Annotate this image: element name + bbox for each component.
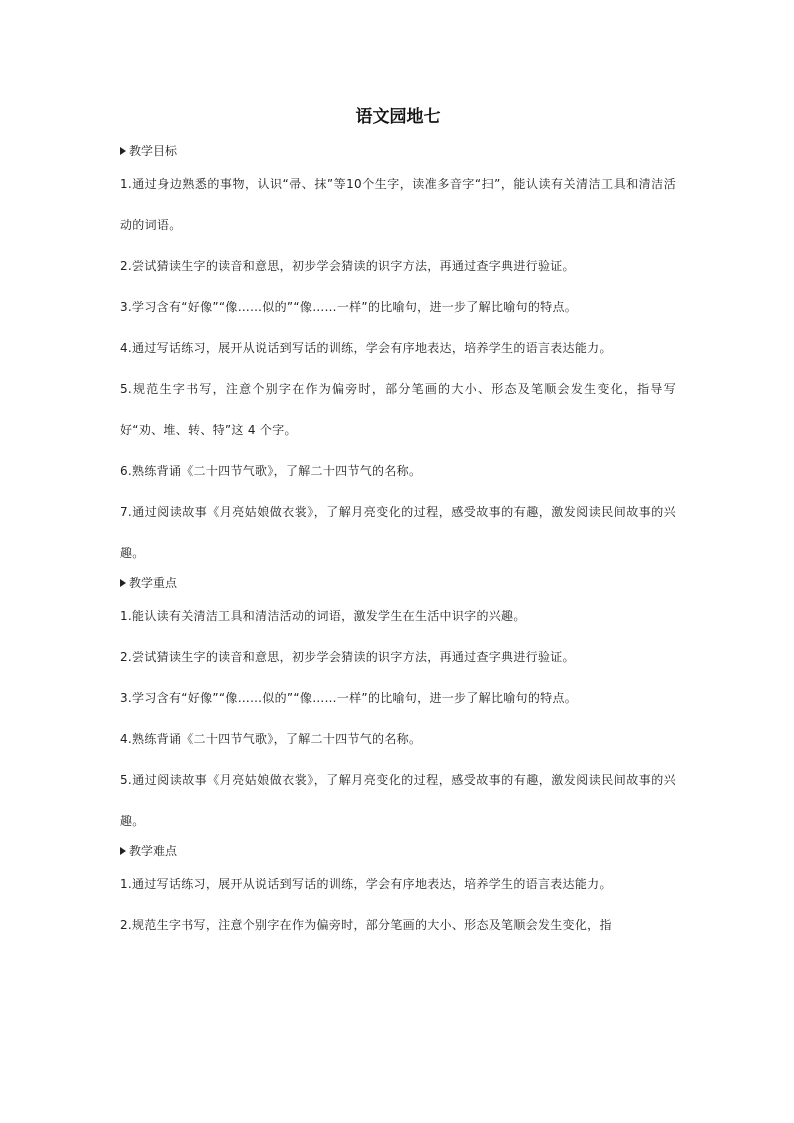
section-teaching-goals (120, 142, 676, 574)
section-heading-label: 教学重点 (129, 576, 178, 590)
paragraph: 1.能认读有关清洁工具和清洁活动的词语，激发学生在生活中识字的兴趣。 (120, 609, 526, 623)
section-heading-label: 教学难点 (129, 844, 178, 858)
section-teaching-difficulties (120, 842, 676, 946)
section-heading (120, 574, 676, 592)
paragraph: 4.通过写话练习，展开从说话到写话的训练，学会有序地表达，培养学生的语言表达能力。 (120, 341, 612, 355)
triangle-bullet-icon (120, 579, 126, 587)
paragraph: 5.通过阅读故事《月亮姑娘做衣裳》，了解月亮变化的过程，感受故事的有趣，激发阅读民间故事的兴趣。 (120, 773, 676, 828)
paragraph: 2.尝试猜读生字的读音和意思，初步学会猜读的识字方法，再通过查字典进行验证。 (120, 650, 575, 664)
section-heading (120, 842, 676, 860)
section-teaching-focus (120, 574, 676, 842)
section-heading (120, 142, 676, 160)
paragraph: 7.通过阅读故事《月亮姑娘做衣裳》，了解月亮变化的过程，感受故事的有趣，激发阅读民间故事的兴趣。 (120, 505, 676, 560)
document-page (120, 104, 676, 946)
triangle-bullet-icon (120, 147, 126, 155)
paragraph: 2.规范生字书写，注意个别字在作为偏旁时，部分笔画的大小、形态及笔顺会发生变化，指 (120, 918, 612, 932)
page-title: 语文园地七 (355, 107, 441, 127)
paragraph: 3.学习含有“好像”“像……似的”“像……一样”的比喻句，进一步了解比喻句的特点。 (120, 300, 578, 314)
triangle-bullet-icon (120, 847, 126, 855)
paragraph: 1.通过身边熟悉的事物，认识“帚、抹”等10个生字，读准多音字“扫”，能认读有关清洁工具和清洁活动的词语。 (120, 177, 676, 232)
paragraph: 6.熟练背诵《二十四节气歌》，了解二十四节气的名称。 (120, 464, 422, 478)
paragraph: 4.熟练背诵《二十四节气歌》，了解二十四节气的名称。 (120, 732, 422, 746)
paragraph: 2.尝试猜读生字的读音和意思，初步学会猜读的识字方法，再通过查字典进行验证。 (120, 259, 575, 273)
paragraph: 5.规范生字书写，注意个别字在作为偏旁时，部分笔画的大小、形态及笔顺会发生变化，指导写好“劝、堆、转、特”这 4 个字。 (120, 382, 676, 437)
paragraph: 1.通过写话练习，展开从说话到写话的训练，学会有序地表达，培养学生的语言表达能力。 (120, 877, 612, 891)
paragraph: 3.学习含有“好像”“像……似的”“像……一样”的比喻句，进一步了解比喻句的特点。 (120, 691, 578, 705)
section-heading-label: 教学目标 (129, 144, 178, 158)
